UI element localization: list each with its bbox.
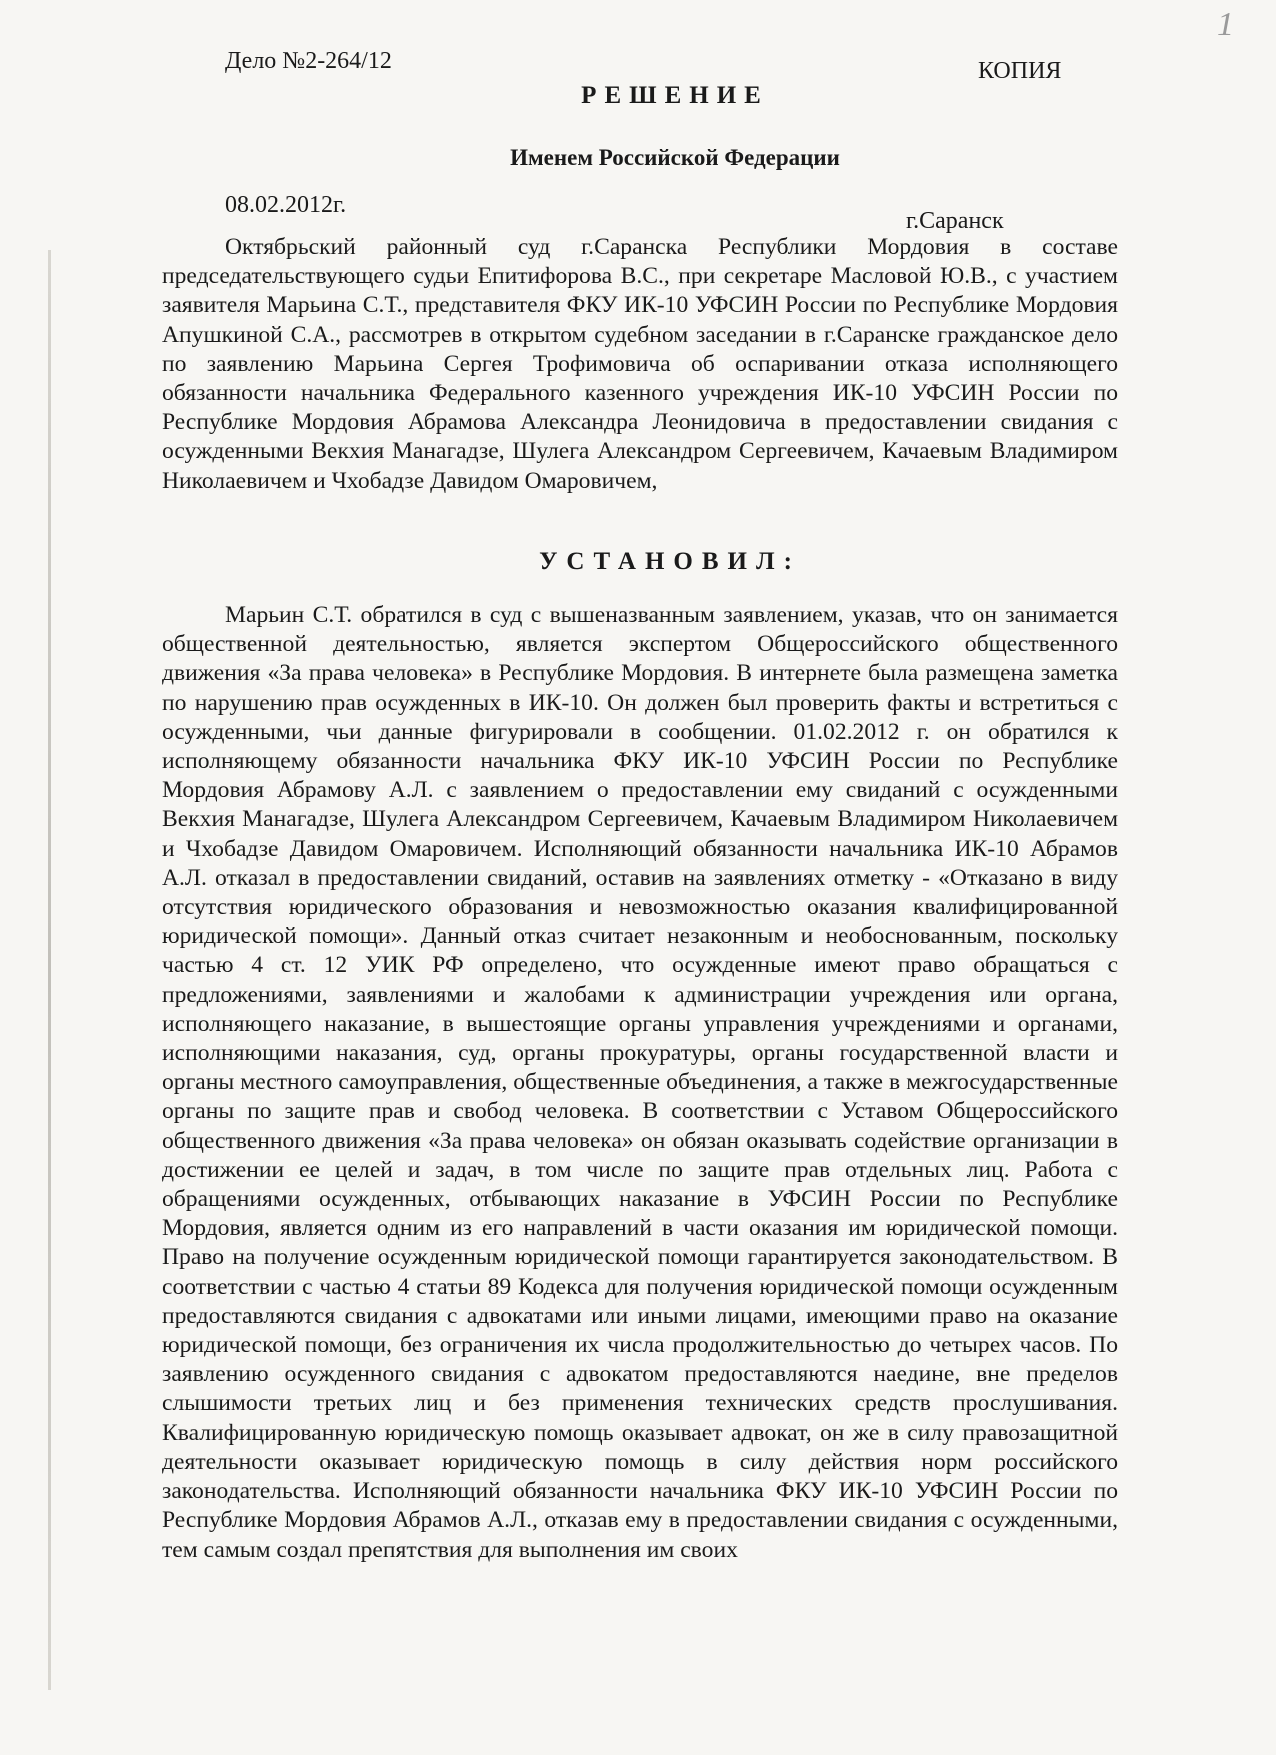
section-heading: УСТАНОВИЛ: [539,548,801,575]
document-title: РЕШЕНИЕ [581,82,769,109]
body-paragraph: Марьин С.Т. обратился в суд с вышеназванным заявлением, указав, что он занимается общественной деятельностью, является экспертом Общероссийского общественного движения «За права человека» в Республике Мордовия. В интернете была размещена заметка по нарушению прав осужденных в ИК-10. Он должен был проверить факты и встретиться с осужденными, чьи данные фигурировали в сообщении. 01.02.2012 г. он обратился к исполняющему обязанности начальника ФКУ ИК-10 УФСИН России по Республике Мордовия Абрамову А.Л. с заявлением о предоставлении ему свиданий с осужденными Векхия Манагадзе, Шулега Александром Сергеевичем, Качаевым Владимиром Николаевичем и Чхобадзе Давидом Омаровичем. Исполняющий обязанности начальника ИК-10 Абрамов А.Л. отказал в предоставлении свиданий, оставив на заявлениях отметку - «Отказано в виду отсутствия юридического образования и невозможностью оказания квалифицированной юридической помощи». Данный отказ считает незаконным и необоснованным, поскольку частью 4 ст. 12 УИК РФ определено, что осужденные имеют право обращаться с предложениями, заявлениями и жалобами к администрации учреждения или органа, исполняющего наказание, в вышестоящие органы управления учреждениями и органами, исполняющими наказания, суд, органы прокуратуры, органы государственной власти и органы местного самоуправления, общественные объединения, а также в межгосударственные органы по защите прав и свобод человека. В соответствии с Уставом Общероссийского общественного движения «За права человека» он обязан оказывать содействие организации в достижении ее целей и задач, в том числе по защите прав отдельных лиц. Работа с обращениями осужденных, отбывающих наказание в УФСИН России по Республике Мордовия, является одним из его направлений в части оказания им юридической помощи. Право на получение осужденным юридической помощи гарантируется законодательством. В соответствии с частью 4 статьи 89 Кодекса для получения юридической помощи осужденным предоставляются свидания с адвокатами или иными лицами, имеющими право на оказание юридической помощи, без ограничения их числа продолжительностью до четырех часов. По заявлению осужденного свидания с адвокатом предоставляются наедине, вне пределов слышимости третьих лиц и без применения технических средств прослушивания. Квалифицированную юридическую помощь оказывает адвокат, он же в силу правозащитной деятельности оказывает юридическую помощь в силу действия норм российского законодательства. Исполняющий обязанности начальника ФКУ ИК-10 УФСИН России по Республике Мордовия Абрамов А.Л., отказав ему в предоставлении свидания с осужденными, тем самым создал препятствия для выполнения им своих [162,602,1118,1563]
scan-edge-shadow [48,250,51,1690]
page-number: 1 [1217,6,1234,43]
copy-mark: КОПИЯ [978,58,1062,84]
decision-city: г.Саранск [906,208,1004,234]
case-number: Дело №2-264/12 [225,48,392,74]
decision-date: 08.02.2012г. [225,192,347,218]
document-subtitle: Именем Российской Федерации [510,145,840,170]
intro-paragraph: Октябрьский районный суд г.Саранска Республики Мордовия в составе председательствующего судьи Епитифорова В.С., при секретаре Масловой Ю.В., с участием заявителя Марьина С.Т., представителя ФКУ ИК-10 УФСИН России по Республике Мордовия Апушкиной С.А., рассмотрев в открытом судебном заседании в г.Саранске гражданское дело по заявлению Марьина Сергея Трофимовича об оспаривании отказа исполняющего обязанности начальника Федерального казенного учреждения ИК-10 УФСИН России по Республике Мордовия Абрамова Александра Леонидовича в предоставлении свидания с осужденными Векхия Манагадзе, Шулега Александром Сергеевичем, Качаевым Владимиром Николаевичем и Чхобадзе Давидом Омаровичем, [162,234,1118,494]
